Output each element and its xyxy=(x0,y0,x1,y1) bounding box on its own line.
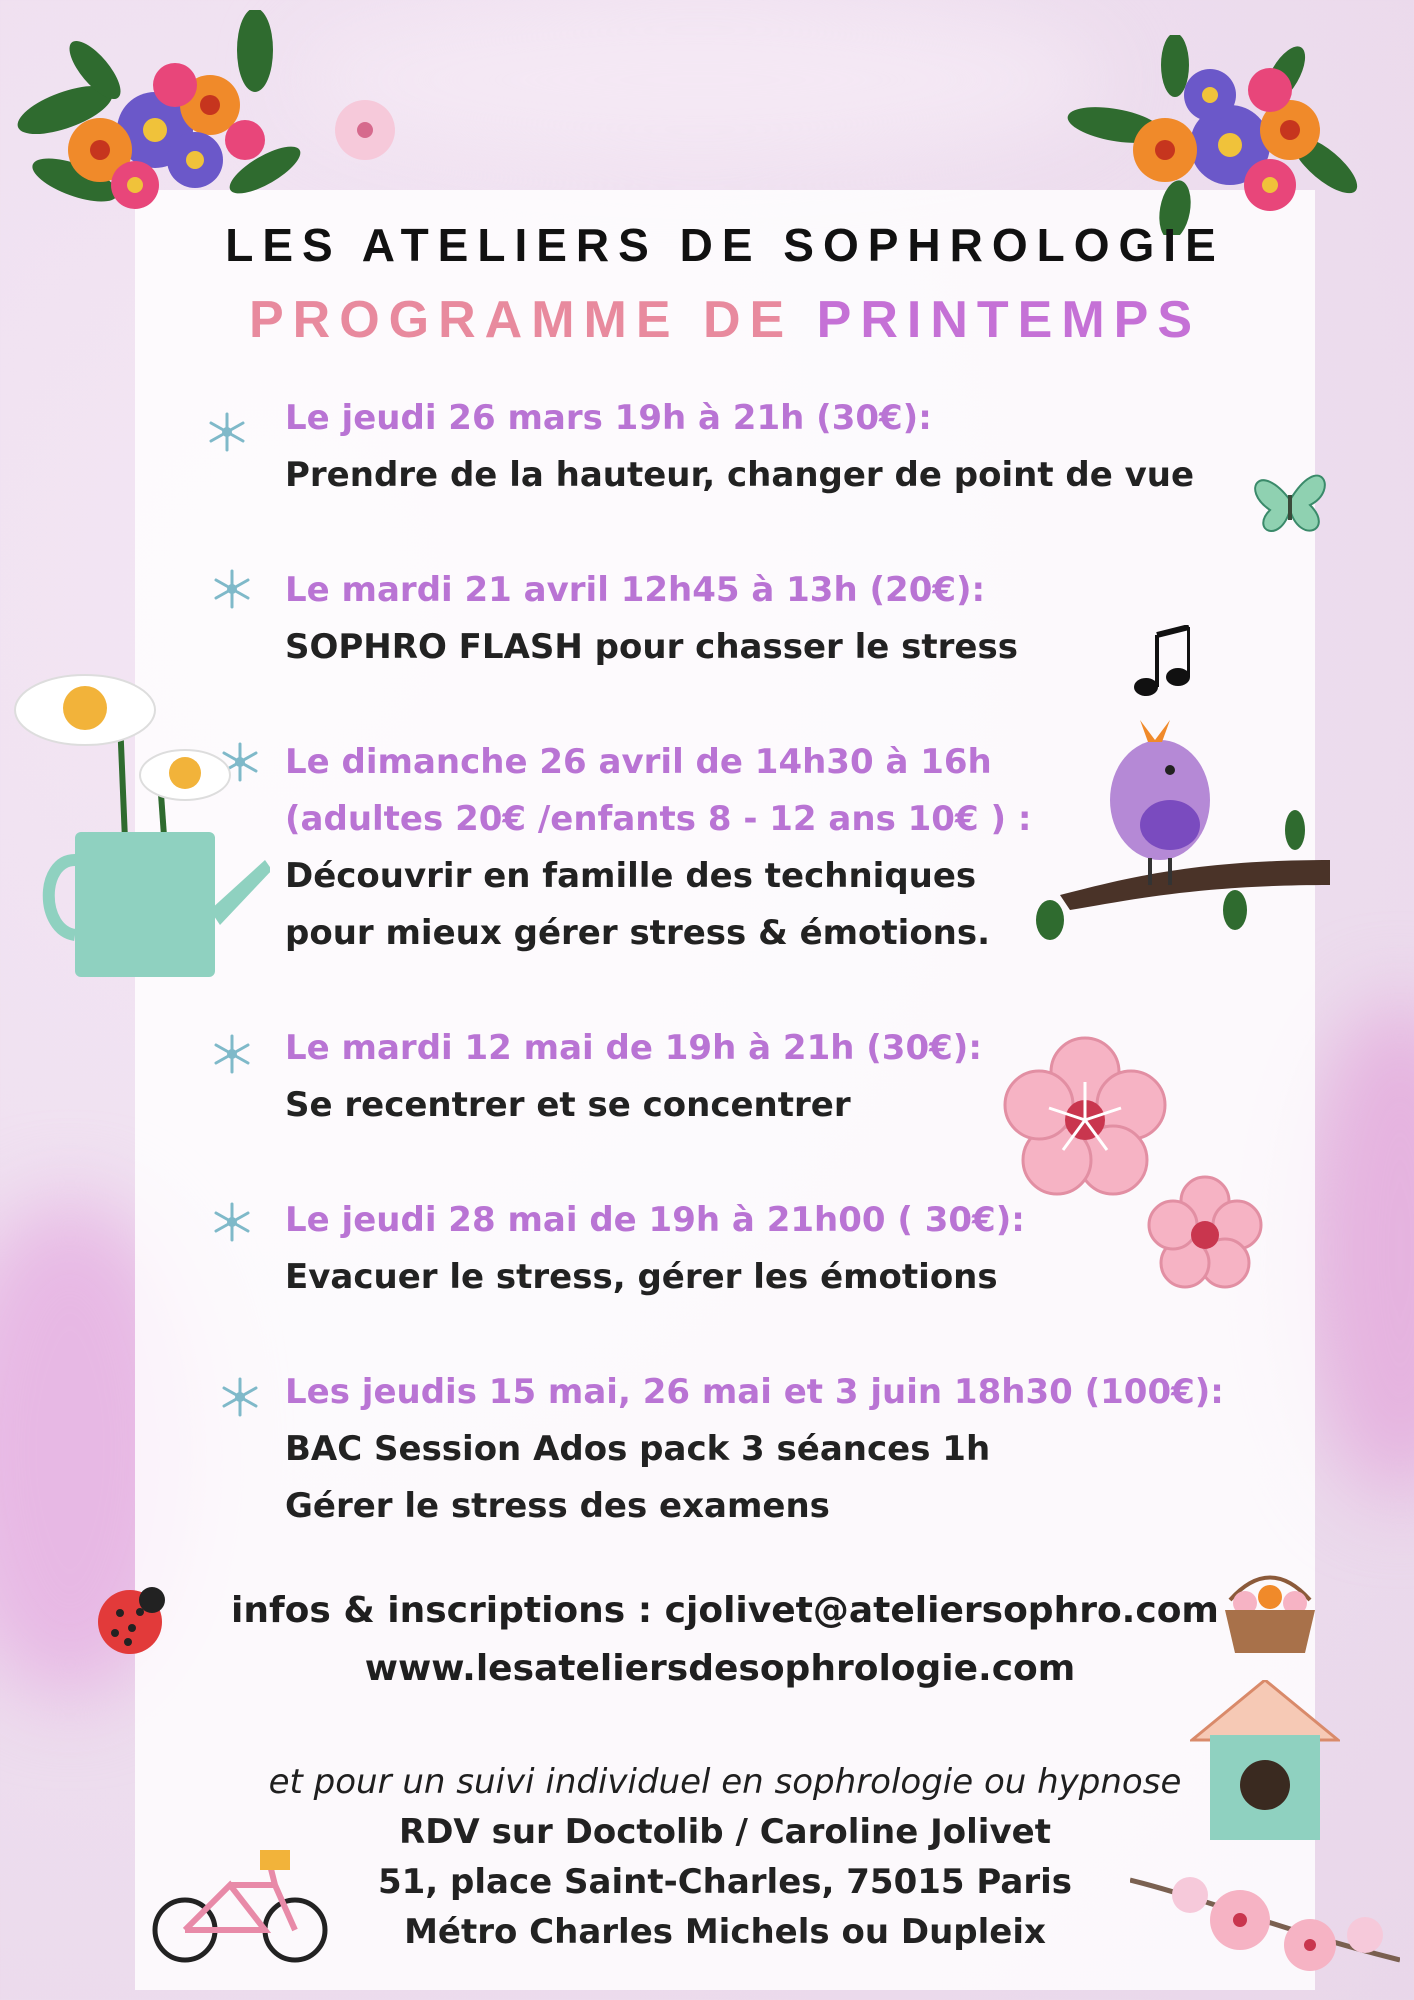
event-title: Découvrir en famille des techniques xyxy=(285,856,977,896)
event-title-line-2: pour mieux gérer stress & émotions. xyxy=(285,913,991,953)
snowflake-bullet-icon xyxy=(205,410,249,454)
event-title: Evacuer le stress, gérer les émotions xyxy=(285,1257,998,1297)
blossom-branch-icon xyxy=(1130,1840,1400,1990)
snowflake-bullet-icon xyxy=(210,1200,254,1244)
background-blur-top xyxy=(300,0,1100,160)
butterfly-icon xyxy=(1240,450,1340,550)
event-date: Le dimanche 26 avril de 14h30 à 16h xyxy=(285,742,992,782)
event-title-line-2: Gérer le stress des examens xyxy=(285,1486,830,1526)
subtitle-part-2: PRINTEMPS xyxy=(816,291,1202,349)
bird-on-branch-icon xyxy=(1030,710,1330,970)
watering-can-icon xyxy=(10,660,270,980)
event-date: Le mardi 12 mai de 19h à 21h (30€): xyxy=(285,1028,982,1068)
event-date: Le jeudi 28 mai de 19h à 21h00 ( 30€): xyxy=(285,1200,1025,1240)
event-title: Se recentrer et se concentrer xyxy=(285,1085,851,1125)
individual-note: et pour un suivi individuel en sophrologie ou hypnose xyxy=(268,1762,1182,1802)
cherry-blossom-small-icon xyxy=(1140,1170,1270,1300)
bicycle-icon xyxy=(150,1845,330,1965)
snowflake-bullet-icon xyxy=(218,1375,262,1419)
snowflake-bullet-icon xyxy=(210,567,254,611)
subtitle-part-1: PROGRAMME DE xyxy=(248,291,794,349)
contact-infos: infos & inscriptions : cjolivet@ateliersophro.com xyxy=(231,1590,1219,1631)
event-date-detail: (adultes 20€ /enfants 8 - 12 ans 10€ ) : xyxy=(285,799,1032,839)
event-title: Prendre de la hauteur, changer de point de vue xyxy=(285,455,1195,495)
background-blur-pink-right xyxy=(1300,1000,1414,1500)
event-6 xyxy=(285,1364,1295,1535)
page-subtitle xyxy=(135,290,1315,350)
event-date: Le mardi 21 avril 12h45 à 13h (20€): xyxy=(285,570,986,610)
event-date: Les jeudis 15 mai, 26 mai et 3 juin 18h30 (100€): xyxy=(285,1372,1224,1412)
address-line: 51, place Saint-Charles, 75015 Paris xyxy=(377,1862,1072,1902)
flower-bouquet-left-icon xyxy=(5,10,415,220)
snowflake-bullet-icon xyxy=(210,1032,254,1076)
music-note-icon xyxy=(1130,625,1190,705)
event-date: Le jeudi 26 mars 19h à 21h (30€): xyxy=(285,398,932,438)
page-title: LES ATELIERS DE SOPHROLOGIE xyxy=(225,219,1225,271)
event-title: BAC Session Ados pack 3 séances 1h xyxy=(285,1429,991,1469)
website-link[interactable]: www.lesateliersdesophrologie.com xyxy=(364,1648,1076,1689)
rdv-line: RDV sur Doctolib / Caroline Jolivet xyxy=(399,1812,1051,1852)
flower-bouquet-right-icon xyxy=(1055,35,1385,235)
event-title: SOPHRO FLASH pour chasser le stress xyxy=(285,627,1018,667)
metro-line: Métro Charles Michels ou Dupleix xyxy=(404,1912,1046,1952)
event-1 xyxy=(285,390,1295,504)
